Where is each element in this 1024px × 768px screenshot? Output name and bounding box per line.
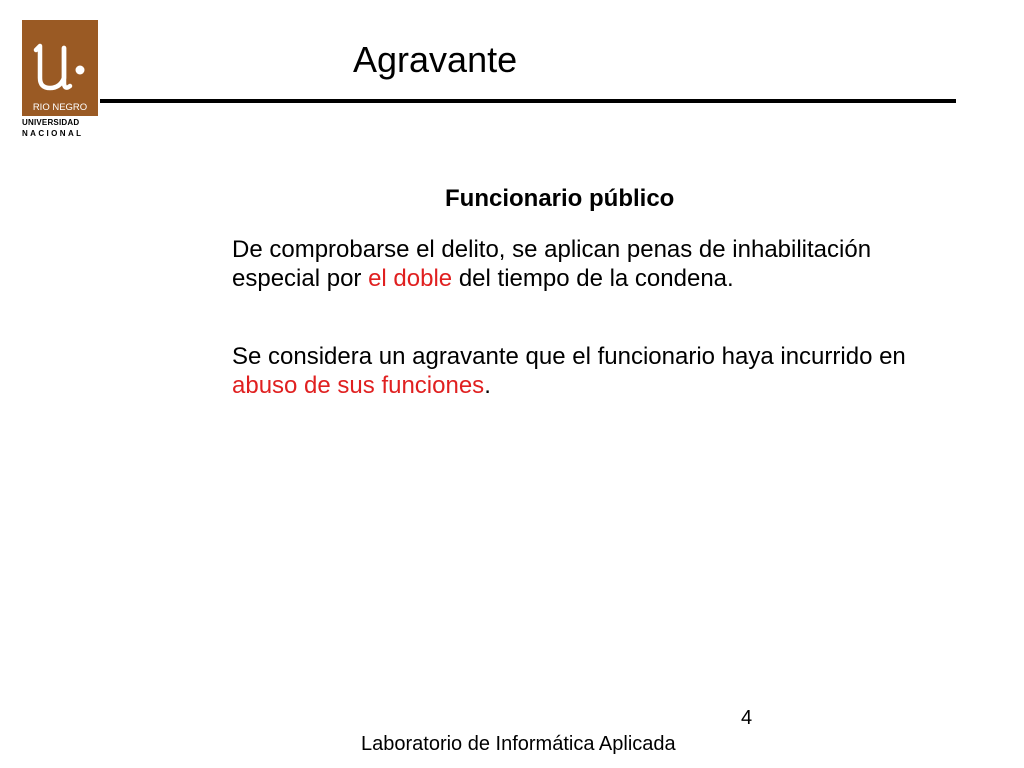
highlight-el-doble: el doble <box>368 265 453 292</box>
logo-line-nacional: NACIONAL <box>22 129 84 138</box>
title-divider <box>100 99 956 103</box>
paragraph-aggravating-text-end: . <box>484 372 491 399</box>
logo-line-universidad: UNIVERSIDAD <box>22 118 80 127</box>
paragraph-aggravating-text: Se considera un agravante que el funcionario haya incurrido en <box>232 343 906 370</box>
paragraph-penalty-text-end: del tiempo de la condena. <box>452 265 734 292</box>
paragraph-penalty-text: De comprobarse el delito, se aplican penas de inhabilitación especial por <box>232 236 872 292</box>
page-number: 4 <box>741 707 753 729</box>
slide-subtitle: Funcionario público <box>445 185 675 212</box>
university-logo <box>22 20 100 138</box>
paragraph-penalty <box>232 235 912 293</box>
slide-title: Agravante <box>353 39 518 80</box>
footer-text: Laboratorio de Informática Aplicada <box>361 733 676 755</box>
highlight-abuso-funciones: abuso de sus funciones <box>232 372 485 399</box>
logo-name: RIO NEGRO <box>32 102 88 113</box>
university-logo-emblem <box>22 20 98 116</box>
paragraph-aggravating <box>232 342 912 400</box>
